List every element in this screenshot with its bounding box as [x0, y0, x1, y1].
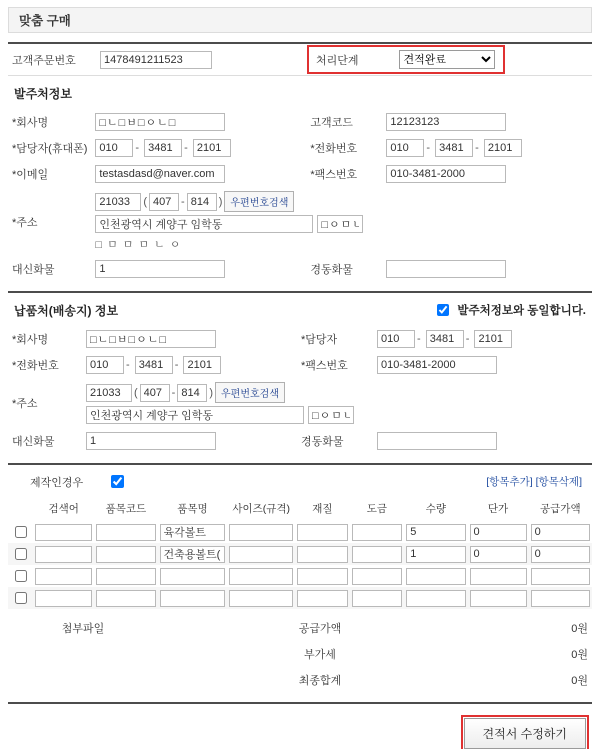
row-plating-input[interactable] — [352, 524, 403, 541]
row-checkbox[interactable] — [15, 526, 27, 538]
row-price-input[interactable] — [470, 568, 527, 585]
table-row — [8, 543, 592, 565]
col-price: 단가 — [487, 503, 509, 515]
delivery-fax-input[interactable] — [377, 356, 497, 374]
same-as-supplier-label: 발주처정보와 동일합니다. — [457, 304, 586, 317]
delivery-zip-search-button[interactable]: 우편번호검색 — [215, 382, 285, 403]
row-search-input[interactable] — [35, 590, 92, 607]
delivery-zip-input[interactable] — [86, 384, 132, 402]
delivery-phone-label: * 전화번호 — [8, 352, 82, 378]
final-total-value: 0원 — [571, 675, 588, 687]
row-code-input[interactable] — [96, 546, 155, 563]
row-qty-input[interactable] — [406, 568, 465, 585]
row-size-input[interactable] — [229, 524, 293, 541]
table-row: * 전화번호 010 - 3481 - 2101 * 팩스번호 010-3481-2000 — [8, 352, 592, 378]
supplier-company-label: * 회사명 — [8, 109, 91, 135]
submit-button-highlight — [464, 718, 586, 749]
supplier-section — [8, 76, 592, 282]
supplier-address-line1[interactable] — [95, 215, 313, 233]
row-search-input[interactable] — [35, 568, 92, 585]
row-amount-input[interactable] — [531, 524, 590, 541]
col-material: 재질 — [312, 503, 333, 515]
row-qty-input[interactable] — [406, 524, 465, 541]
items-header-row — [8, 497, 592, 521]
table-row — [8, 587, 592, 609]
table-row — [8, 615, 592, 641]
col-name: 품목명 — [177, 503, 208, 515]
delivery-proxy-input[interactable] — [86, 432, 216, 450]
submit-quote-button[interactable]: 견적서 수정하기 — [464, 718, 586, 749]
col-search: 검색어 — [48, 503, 79, 515]
table-row: * 담당자(휴대폰) 010 - 3481 - 2101 * 전화번호 010 - 3481 - 2101 — [8, 135, 592, 161]
row-code-input[interactable] — [96, 590, 155, 607]
supply-amount-label: 공급가액 — [298, 623, 342, 635]
window-title: 맞춤 구매 — [8, 7, 592, 33]
row-price-input[interactable] — [470, 590, 527, 607]
delivery-section — [8, 293, 592, 454]
table-row: * 주소 21033 ( 407 - 814 ) 우편번호검색 인천광역시 계양구 임학동 □ㅇㅁㄴㅇ □ ㅁ ㅁ ㅁ ㄴ ㅇ — [8, 187, 592, 256]
delivery-phone-part1[interactable] — [86, 356, 124, 374]
delivery-addr-no2[interactable] — [177, 384, 207, 402]
page-root — [0, 7, 600, 741]
table-row — [8, 109, 592, 135]
row-checkbox[interactable] — [15, 570, 27, 582]
delivery-light-label: 경동화물 — [301, 436, 344, 448]
stage-select[interactable] — [399, 50, 495, 69]
order-number-label: 고객주문번호 — [12, 54, 76, 67]
table-row: * 주소 21033 ( 407 - 814 ) 우편번호검색 인천광역시 계양구 임학동 □ㅇㅁㄴㅇ — [8, 378, 592, 428]
supplier-addr-no2[interactable] — [187, 193, 217, 211]
supplier-proxy-input[interactable] — [95, 260, 225, 278]
row-name-input[interactable] — [160, 568, 226, 585]
table-row — [8, 256, 592, 282]
vat-value: 0원 — [571, 649, 588, 661]
col-code: 품목코드 — [105, 503, 147, 515]
supply-amount-value: 0원 — [571, 623, 588, 635]
supplier-fax-input[interactable] — [386, 165, 506, 183]
made-to-order-label: 제작인경우 — [30, 476, 84, 489]
table-row — [8, 521, 592, 543]
supplier-code-input[interactable] — [386, 113, 506, 131]
supplier-phone-part3[interactable] — [484, 139, 522, 157]
supplier-phone-label: * 전화번호 — [306, 135, 382, 161]
row-name-input[interactable] — [160, 546, 226, 563]
supplier-proxy-label: 대신화물 — [12, 264, 55, 276]
row-size-input[interactable] — [229, 590, 293, 607]
delivery-manager-part2[interactable] — [426, 330, 464, 348]
delivery-fax-label: * 팩스번호 — [297, 352, 373, 378]
delivery-company-label: * 회사명 — [8, 326, 82, 352]
delivery-manager-part1[interactable] — [377, 330, 415, 348]
order-header-section — [8, 44, 592, 75]
vat-label: 부가세 — [304, 649, 336, 661]
delivery-company-input[interactable] — [86, 330, 216, 348]
attachment-label: 첨부파일 — [61, 623, 105, 635]
row-amount-input[interactable] — [531, 590, 590, 607]
delivery-address-line2[interactable] — [308, 406, 354, 424]
table-row — [8, 161, 592, 187]
table-row — [8, 667, 592, 693]
table-row — [8, 428, 592, 454]
row-plating-input[interactable] — [352, 546, 403, 563]
row-search-input[interactable] — [35, 546, 92, 563]
delivery-section-title: 납품처(배송지) 정보 — [14, 304, 119, 318]
supplier-manager-part3[interactable] — [193, 139, 231, 157]
row-amount-input[interactable] — [531, 568, 590, 585]
row-price-input[interactable] — [470, 546, 527, 563]
supplier-email-input[interactable] — [95, 165, 225, 183]
supplier-code-label: 고객코드 — [310, 117, 353, 129]
supplier-fax-label: * 팩스번호 — [306, 161, 382, 187]
delivery-proxy-label: 대신화물 — [12, 436, 55, 448]
row-qty-input[interactable] — [406, 590, 465, 607]
row-size-input[interactable] — [229, 546, 293, 563]
items-links — [486, 474, 588, 489]
supplier-zip-search-button[interactable]: 우편번호검색 — [224, 191, 294, 212]
col-size: 사이즈(규격) — [232, 503, 291, 515]
delivery-addr-no1[interactable] — [140, 384, 170, 402]
add-item-link[interactable]: [항목추가] — [486, 476, 533, 488]
supplier-address-detail: □ ㅁ ㅁ ㅁ ㄴ ㅇ — [95, 239, 182, 251]
row-material-input[interactable] — [297, 568, 348, 585]
items-section — [8, 465, 592, 693]
row-price-input[interactable] — [470, 524, 527, 541]
totals-table — [8, 615, 592, 693]
row-material-input[interactable] — [297, 590, 348, 607]
supplier-address-line2[interactable] — [317, 215, 363, 233]
row-plating-input[interactable] — [352, 568, 403, 585]
row-plating-input[interactable] — [352, 590, 403, 607]
supplier-manager-part2[interactable] — [144, 139, 182, 157]
stage-label: 처리단계 — [316, 54, 359, 67]
same-as-supplier-checkbox[interactable] — [437, 304, 449, 316]
supplier-phone-part2[interactable] — [435, 139, 473, 157]
row-material-input[interactable] — [297, 524, 348, 541]
row-checkbox[interactable] — [15, 548, 27, 560]
divider-bottom — [8, 702, 592, 704]
supplier-manager-part1[interactable] — [95, 139, 133, 157]
same-as-supplier-row[interactable] — [433, 301, 592, 319]
items-table — [8, 497, 592, 609]
row-amount-input[interactable] — [531, 546, 590, 563]
delivery-manager-part3[interactable] — [474, 330, 512, 348]
row-material-input[interactable] — [297, 546, 348, 563]
col-plating: 도금 — [366, 503, 388, 515]
table-row — [8, 44, 592, 75]
table-row — [8, 641, 592, 667]
supplier-company-input[interactable] — [95, 113, 225, 131]
row-checkbox[interactable] — [15, 592, 27, 604]
supplier-light-label: 경동화물 — [310, 264, 353, 276]
supplier-address-label: * 주소 — [8, 187, 91, 256]
supplier-zip-input[interactable] — [95, 193, 141, 211]
delivery-phone-part3[interactable] — [183, 356, 221, 374]
supplier-phone-part1[interactable] — [386, 139, 424, 157]
delivery-phone-part2[interactable] — [135, 356, 173, 374]
row-size-input[interactable] — [229, 568, 293, 585]
final-total-label: 최종합계 — [298, 675, 342, 687]
delivery-address-line1[interactable] — [86, 406, 304, 424]
table-row: * 회사명 □ㄴ□ㅂ□ㅇㄴ□ * 담당자 010 - 3481 - 2101 — [8, 326, 592, 352]
footer-actions — [0, 718, 600, 749]
row-name-input[interactable] — [160, 524, 226, 541]
col-qty: 수량 — [425, 503, 446, 515]
order-number-input[interactable] — [100, 51, 212, 69]
supplier-light-input[interactable] — [386, 260, 506, 278]
row-code-input[interactable] — [96, 524, 155, 541]
supplier-section-title: 발주처정보 — [14, 87, 72, 101]
delivery-light-input[interactable] — [377, 432, 497, 450]
supplier-addr-no1[interactable] — [149, 193, 179, 211]
delivery-address-label: * 주소 — [8, 378, 82, 428]
supplier-email-label: * 이메일 — [8, 161, 91, 187]
delivery-manager-label: * 담당자 — [297, 326, 373, 352]
row-qty-input[interactable] — [406, 546, 465, 563]
delete-item-link[interactable]: [항목삭제] — [535, 476, 582, 488]
supplier-manager-label: * 담당자(휴대폰) — [8, 135, 91, 161]
row-search-input[interactable] — [35, 524, 92, 541]
made-to-order-checkbox[interactable] — [111, 475, 124, 488]
row-code-input[interactable] — [96, 568, 155, 585]
row-name-input[interactable] — [160, 590, 226, 607]
table-row — [8, 565, 592, 587]
col-amount: 공급가액 — [540, 503, 581, 515]
